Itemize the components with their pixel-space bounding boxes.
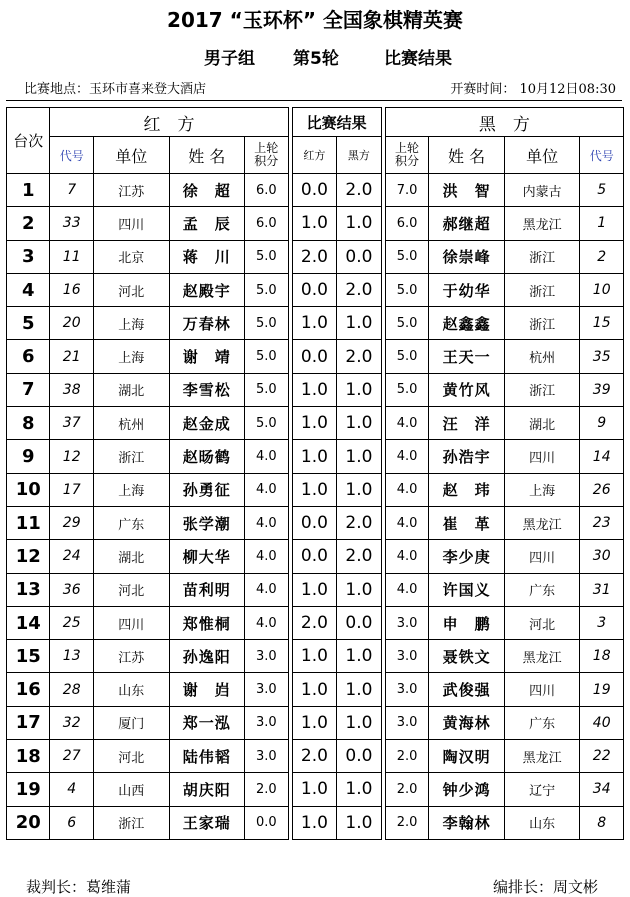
red-score-cell: 1.0 <box>292 573 337 606</box>
red-points-cell: 4.0 <box>245 573 288 606</box>
table-row <box>7 706 624 739</box>
red-code-cell: 36 <box>50 573 93 606</box>
red-code-cell: 37 <box>50 407 93 440</box>
red-name-cell: 李雪松 <box>169 373 245 406</box>
black-code-cell: 39 <box>580 373 624 406</box>
venue-text: 比赛地点：玉环市喜来登大酒店 <box>24 82 207 97</box>
black-points-cell: 4.0 <box>385 473 428 506</box>
black-name-cell: 孙浩宇 <box>429 440 505 473</box>
red-score-cell: 1.0 <box>292 207 337 240</box>
black-unit-cell: 浙江 <box>504 240 580 273</box>
black-name-cell: 于幼华 <box>429 273 505 306</box>
red-name-cell: 赵殿宇 <box>169 273 245 306</box>
red-unit-cell: 河北 <box>93 740 169 773</box>
red-name-cell: 张学潮 <box>169 506 245 539</box>
black-code-cell: 31 <box>580 573 624 606</box>
table-row <box>7 540 624 573</box>
header-row-columns <box>7 137 624 174</box>
red-unit-cell: 河北 <box>93 573 169 606</box>
red-name-cell: 谢 岿 <box>169 673 245 706</box>
red-name-cell: 胡庆阳 <box>169 773 245 806</box>
red-code-cell: 24 <box>50 540 93 573</box>
black-points-cell: 2.0 <box>385 740 428 773</box>
black-unit-cell: 四川 <box>504 540 580 573</box>
black-score-cell: 2.0 <box>337 273 382 306</box>
table-row <box>7 506 624 539</box>
results-label: 比赛结果 <box>384 49 452 69</box>
black-name-cell: 聂铁文 <box>429 640 505 673</box>
red-score-cell: 0.0 <box>292 273 337 306</box>
table-no-cell: 12 <box>7 540 50 573</box>
header-divider <box>6 100 622 101</box>
table-no-cell: 4 <box>7 273 50 306</box>
red-points-cell: 5.0 <box>245 240 288 273</box>
red-unit-cell: 四川 <box>93 606 169 639</box>
red-name-header: 姓 名 <box>169 137 245 174</box>
table-row <box>7 640 624 673</box>
red-unit-cell: 河北 <box>93 273 169 306</box>
black-code-cell: 35 <box>580 340 624 373</box>
red-code-cell: 20 <box>50 307 93 340</box>
table-row <box>7 440 624 473</box>
red-score-cell: 1.0 <box>292 806 337 839</box>
red-points-cell: 0.0 <box>245 806 288 839</box>
black-points-cell: 5.0 <box>385 373 428 406</box>
black-unit-cell: 杭州 <box>504 340 580 373</box>
black-score-cell: 2.0 <box>337 174 382 207</box>
red-points-cell: 4.0 <box>245 506 288 539</box>
black-points-cell: 4.0 <box>385 440 428 473</box>
red-points-cell: 4.0 <box>245 473 288 506</box>
arranger-text: 编排长：周文彬 <box>493 878 599 896</box>
black-unit-header: 单位 <box>504 137 580 174</box>
black-unit-cell: 广东 <box>504 706 580 739</box>
red-score-cell: 1.0 <box>292 773 337 806</box>
red-name-cell: 蒋 川 <box>169 240 245 273</box>
red-unit-cell: 江苏 <box>93 174 169 207</box>
red-code-cell: 33 <box>50 207 93 240</box>
red-unit-header: 单位 <box>93 137 169 174</box>
black-score-cell: 1.0 <box>337 440 382 473</box>
table-no-header: 台次 <box>7 108 50 174</box>
black-unit-cell: 黑龙江 <box>504 640 580 673</box>
black-name-header: 姓 名 <box>429 137 505 174</box>
red-unit-cell: 上海 <box>93 307 169 340</box>
black-code-cell: 26 <box>580 473 624 506</box>
red-name-cell: 万春林 <box>169 307 245 340</box>
red-name-cell: 孟 辰 <box>169 207 245 240</box>
red-name-cell: 苗利明 <box>169 573 245 606</box>
red-score-cell: 2.0 <box>292 740 337 773</box>
black-code-header: 代号 <box>580 137 624 174</box>
red-unit-cell: 湖北 <box>93 373 169 406</box>
red-unit-cell: 山西 <box>93 773 169 806</box>
black-points-cell: 3.0 <box>385 640 428 673</box>
table-no-cell: 8 <box>7 407 50 440</box>
black-score-cell: 2.0 <box>337 506 382 539</box>
red-code-header: 代号 <box>50 137 93 174</box>
red-points-cell: 3.0 <box>245 673 288 706</box>
black-points-cell: 5.0 <box>385 307 428 340</box>
black-points-cell: 4.0 <box>385 540 428 573</box>
results-header: 比赛结果 <box>292 108 381 137</box>
black-points-cell: 2.0 <box>385 773 428 806</box>
red-name-cell: 赵旸鹤 <box>169 440 245 473</box>
black-points-cell: 4.0 <box>385 506 428 539</box>
table-no-cell: 17 <box>7 706 50 739</box>
black-score-cell: 2.0 <box>337 340 382 373</box>
red-points-cell: 6.0 <box>245 174 288 207</box>
table-row <box>7 573 624 606</box>
referee-text: 裁判长：葛维蒲 <box>26 878 132 896</box>
black-unit-cell: 浙江 <box>504 307 580 340</box>
page-title: 2017 “玉环杯” 全国象棋精英赛 <box>167 8 463 32</box>
red-name-cell: 郑一泓 <box>169 706 245 739</box>
black-points-header <box>385 137 428 174</box>
table-no-cell: 15 <box>7 640 50 673</box>
black-unit-cell: 浙江 <box>504 273 580 306</box>
black-code-cell: 19 <box>580 673 624 706</box>
red-unit-cell: 广东 <box>93 506 169 539</box>
black-code-cell: 15 <box>580 307 624 340</box>
black-score-cell: 1.0 <box>337 207 382 240</box>
red-code-cell: 27 <box>50 740 93 773</box>
table-row <box>7 174 624 207</box>
black-points-header-label: 上轮积分 <box>395 141 420 168</box>
red-points-cell: 5.0 <box>245 340 288 373</box>
black-unit-cell: 河北 <box>504 606 580 639</box>
black-unit-cell: 湖北 <box>504 407 580 440</box>
table-no-cell: 18 <box>7 740 50 773</box>
red-unit-cell: 山东 <box>93 673 169 706</box>
black-side-header: 黑 方 <box>385 108 623 137</box>
red-unit-cell: 四川 <box>93 207 169 240</box>
black-name-cell: 黄海林 <box>429 706 505 739</box>
red-name-cell: 柳大华 <box>169 540 245 573</box>
black-score-header: 黑方 <box>337 137 382 174</box>
black-code-cell: 9 <box>580 407 624 440</box>
black-score-cell: 1.0 <box>337 640 382 673</box>
black-points-cell: 3.0 <box>385 606 428 639</box>
red-unit-cell: 上海 <box>93 340 169 373</box>
group-label: 男子组 <box>204 49 255 69</box>
black-score-cell: 1.0 <box>337 706 382 739</box>
black-score-cell: 0.0 <box>337 740 382 773</box>
red-score-cell: 1.0 <box>292 440 337 473</box>
black-code-cell: 1 <box>580 207 624 240</box>
red-score-cell: 0.0 <box>292 506 337 539</box>
black-score-cell: 2.0 <box>337 540 382 573</box>
red-code-cell: 25 <box>50 606 93 639</box>
red-code-cell: 29 <box>50 506 93 539</box>
red-score-cell: 2.0 <box>292 606 337 639</box>
black-code-cell: 18 <box>580 640 624 673</box>
red-points-cell: 4.0 <box>245 440 288 473</box>
red-code-cell: 11 <box>50 240 93 273</box>
red-name-cell: 谢 靖 <box>169 340 245 373</box>
red-code-cell: 6 <box>50 806 93 839</box>
black-name-cell: 李翰林 <box>429 806 505 839</box>
black-points-cell: 5.0 <box>385 273 428 306</box>
black-name-cell: 洪 智 <box>429 174 505 207</box>
black-code-cell: 23 <box>580 506 624 539</box>
red-score-cell: 1.0 <box>292 373 337 406</box>
black-score-cell: 0.0 <box>337 606 382 639</box>
black-score-cell: 1.0 <box>337 307 382 340</box>
black-unit-cell: 四川 <box>504 673 580 706</box>
black-score-cell: 1.0 <box>337 673 382 706</box>
black-name-cell: 李少庚 <box>429 540 505 573</box>
red-score-cell: 0.0 <box>292 340 337 373</box>
red-code-cell: 17 <box>50 473 93 506</box>
black-score-cell: 0.0 <box>337 240 382 273</box>
results-table <box>6 107 624 840</box>
black-code-cell: 14 <box>580 440 624 473</box>
black-points-cell: 7.0 <box>385 174 428 207</box>
black-unit-cell: 辽宁 <box>504 773 580 806</box>
table-row <box>7 473 624 506</box>
red-code-cell: 4 <box>50 773 93 806</box>
black-name-cell: 黄竹风 <box>429 373 505 406</box>
table-no-cell: 9 <box>7 440 50 473</box>
red-unit-cell: 江苏 <box>93 640 169 673</box>
black-score-cell: 1.0 <box>337 573 382 606</box>
black-name-cell: 武俊强 <box>429 673 505 706</box>
red-score-cell: 1.0 <box>292 307 337 340</box>
table-row <box>7 773 624 806</box>
red-points-cell: 3.0 <box>245 740 288 773</box>
red-code-cell: 28 <box>50 673 93 706</box>
red-points-cell: 5.0 <box>245 273 288 306</box>
black-name-cell: 崔 革 <box>429 506 505 539</box>
red-points-cell: 4.0 <box>245 540 288 573</box>
red-score-cell: 1.0 <box>292 706 337 739</box>
black-points-cell: 6.0 <box>385 207 428 240</box>
black-name-cell: 汪 洋 <box>429 407 505 440</box>
table-no-cell: 5 <box>7 307 50 340</box>
red-score-cell: 0.0 <box>292 540 337 573</box>
table-row <box>7 606 624 639</box>
header-row-top <box>7 108 624 137</box>
red-code-cell: 16 <box>50 273 93 306</box>
table-no-cell: 13 <box>7 573 50 606</box>
red-name-cell: 赵金成 <box>169 407 245 440</box>
black-unit-cell: 山东 <box>504 806 580 839</box>
red-score-cell: 2.0 <box>292 240 337 273</box>
black-unit-cell: 内蒙古 <box>504 174 580 207</box>
table-row <box>7 740 624 773</box>
black-points-cell: 5.0 <box>385 340 428 373</box>
red-unit-cell: 厦门 <box>93 706 169 739</box>
red-code-cell: 12 <box>50 440 93 473</box>
red-code-cell: 38 <box>50 373 93 406</box>
black-name-cell: 王天一 <box>429 340 505 373</box>
table-row <box>7 273 624 306</box>
table-no-cell: 1 <box>7 174 50 207</box>
table-no-cell: 19 <box>7 773 50 806</box>
table-row <box>7 373 624 406</box>
red-points-cell: 4.0 <box>245 606 288 639</box>
table-no-cell: 20 <box>7 806 50 839</box>
subtitle-line <box>0 44 630 70</box>
red-points-cell: 6.0 <box>245 207 288 240</box>
red-unit-cell: 浙江 <box>93 806 169 839</box>
black-score-cell: 1.0 <box>337 773 382 806</box>
black-code-cell: 8 <box>580 806 624 839</box>
red-unit-cell: 湖北 <box>93 540 169 573</box>
black-unit-cell: 上海 <box>504 473 580 506</box>
black-name-cell: 赵鑫鑫 <box>429 307 505 340</box>
red-score-cell: 0.0 <box>292 174 337 207</box>
red-name-cell: 郑惟桐 <box>169 606 245 639</box>
red-name-cell: 孙勇征 <box>169 473 245 506</box>
table-no-cell: 6 <box>7 340 50 373</box>
table-row <box>7 240 624 273</box>
black-name-cell: 赵 玮 <box>429 473 505 506</box>
red-unit-cell: 杭州 <box>93 407 169 440</box>
black-name-cell: 许国义 <box>429 573 505 606</box>
red-points-cell: 5.0 <box>245 373 288 406</box>
red-score-cell: 1.0 <box>292 640 337 673</box>
black-unit-cell: 四川 <box>504 440 580 473</box>
black-name-cell: 钟少鸿 <box>429 773 505 806</box>
black-points-cell: 2.0 <box>385 806 428 839</box>
table-no-cell: 10 <box>7 473 50 506</box>
red-points-cell: 5.0 <box>245 307 288 340</box>
black-unit-cell: 浙江 <box>504 373 580 406</box>
table-row <box>7 307 624 340</box>
black-points-cell: 3.0 <box>385 673 428 706</box>
black-unit-cell: 黑龙江 <box>504 740 580 773</box>
red-score-cell: 1.0 <box>292 673 337 706</box>
red-points-cell: 2.0 <box>245 773 288 806</box>
start-time-text: 开赛时间： 10月12日08:30 <box>450 82 616 97</box>
red-points-cell: 5.0 <box>245 407 288 440</box>
table-row <box>7 673 624 706</box>
red-unit-cell: 上海 <box>93 473 169 506</box>
black-code-cell: 40 <box>580 706 624 739</box>
red-score-cell: 1.0 <box>292 407 337 440</box>
black-points-cell: 4.0 <box>385 573 428 606</box>
black-code-cell: 2 <box>580 240 624 273</box>
table-no-cell: 14 <box>7 606 50 639</box>
red-side-header: 红 方 <box>50 108 288 137</box>
table-row <box>7 207 624 240</box>
black-code-cell: 30 <box>580 540 624 573</box>
red-code-cell: 21 <box>50 340 93 373</box>
table-row <box>7 806 624 839</box>
red-unit-cell: 北京 <box>93 240 169 273</box>
black-name-cell: 郝继超 <box>429 207 505 240</box>
red-code-cell: 13 <box>50 640 93 673</box>
red-name-cell: 徐 超 <box>169 174 245 207</box>
red-code-cell: 7 <box>50 174 93 207</box>
red-unit-cell: 浙江 <box>93 440 169 473</box>
red-points-cell: 3.0 <box>245 706 288 739</box>
black-unit-cell: 黑龙江 <box>504 207 580 240</box>
black-name-cell: 陶汉明 <box>429 740 505 773</box>
round-label: 第5轮 <box>293 49 339 69</box>
table-no-cell: 2 <box>7 207 50 240</box>
red-name-cell: 王家瑞 <box>169 806 245 839</box>
table-row <box>7 340 624 373</box>
black-points-cell: 5.0 <box>385 240 428 273</box>
red-points-header <box>245 137 288 174</box>
black-code-cell: 22 <box>580 740 624 773</box>
table-no-cell: 7 <box>7 373 50 406</box>
table-no-cell: 3 <box>7 240 50 273</box>
red-points-cell: 3.0 <box>245 640 288 673</box>
black-score-cell: 1.0 <box>337 373 382 406</box>
black-unit-cell: 黑龙江 <box>504 506 580 539</box>
red-score-cell: 1.0 <box>292 473 337 506</box>
black-points-cell: 4.0 <box>385 407 428 440</box>
black-unit-cell: 广东 <box>504 573 580 606</box>
black-score-cell: 1.0 <box>337 806 382 839</box>
black-code-cell: 3 <box>580 606 624 639</box>
black-points-cell: 3.0 <box>385 706 428 739</box>
red-score-header: 红方 <box>292 137 337 174</box>
table-no-cell: 16 <box>7 673 50 706</box>
black-code-cell: 5 <box>580 174 624 207</box>
black-name-cell: 申 鹏 <box>429 606 505 639</box>
red-code-cell: 32 <box>50 706 93 739</box>
red-points-header-label: 上轮积分 <box>254 141 279 168</box>
black-code-cell: 34 <box>580 773 624 806</box>
black-code-cell: 10 <box>580 273 624 306</box>
black-score-cell: 1.0 <box>337 407 382 440</box>
table-no-cell: 11 <box>7 506 50 539</box>
red-name-cell: 陆伟韬 <box>169 740 245 773</box>
table-row <box>7 407 624 440</box>
black-score-cell: 1.0 <box>337 473 382 506</box>
black-name-cell: 徐崇峰 <box>429 240 505 273</box>
red-name-cell: 孙逸阳 <box>169 640 245 673</box>
